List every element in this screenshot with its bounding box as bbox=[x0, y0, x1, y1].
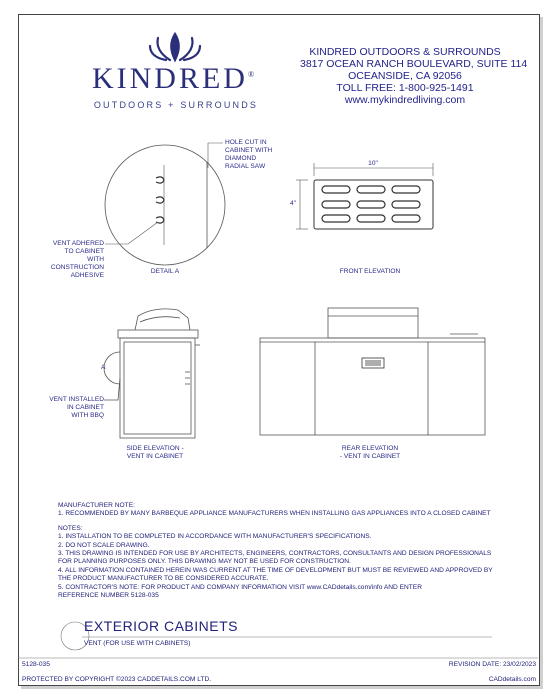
callout-line: CABINET WITH bbox=[225, 147, 273, 154]
callout-line: TO CABINET bbox=[64, 248, 104, 255]
manufacturer-note-item: 1. RECOMMENDED BY MANY BARBEQUE APPLIANCE MANUFACTURERS WHEN INSTALLING GAS APPLIANCES INTO A CLOSED CABINET bbox=[58, 510, 491, 518]
cad-details-brand[interactable]: CADdetails.com bbox=[488, 676, 536, 683]
note-line: THE PRODUCT MANUFACTURER TO BE CONSIDERED ACCURATE. bbox=[58, 575, 269, 583]
side-elevation-caption bbox=[118, 445, 192, 461]
notes-heading: NOTES: bbox=[58, 524, 83, 532]
note-line: 1. INSTALLATION TO BE COMPLETED IN ACCORDANCE WITH MANUFACTURER'S SPECIFICATIONS. bbox=[58, 533, 372, 541]
detail-a-view bbox=[105, 143, 225, 265]
callout-vent-adhered bbox=[40, 240, 104, 280]
callout-line: IN CABINET bbox=[66, 404, 104, 411]
callout-line: VENT INSTALLED bbox=[49, 396, 104, 403]
copyright-notice: PROTECTED BY COPYRIGHT ©2023 CADDETAILS.COM LTD. bbox=[22, 676, 212, 683]
drawing-subtitle: VENT (FOR USE WITH CABINETS) bbox=[84, 640, 191, 647]
drawing-title: EXTERIOR CABINETS bbox=[84, 618, 238, 634]
callout-line: RADIAL SAW bbox=[225, 163, 266, 170]
notes-section bbox=[58, 502, 518, 600]
width-dimension: 10" bbox=[368, 160, 378, 167]
caption-line: VENT IN CABINET bbox=[126, 453, 184, 460]
logo-wordmark bbox=[88, 62, 258, 96]
revision-date: REVISION DATE: 23/02/2023 bbox=[448, 661, 536, 668]
reference-number: 5128-035 bbox=[22, 661, 50, 668]
side-elevation-view bbox=[104, 309, 200, 438]
company-city: OCEANSIDE, CA 92056 bbox=[348, 70, 462, 82]
caption-line: - VENT IN CABINET bbox=[339, 453, 401, 460]
callout-line: VENT ADHERED bbox=[52, 240, 104, 247]
detail-marker: A bbox=[101, 364, 106, 371]
note-line: 5. CONTRACTOR'S NOTE: FOR PRODUCT AND COMPANY INFORMATION VISIT www.CADdetails.com/info AND ENTER bbox=[58, 583, 422, 591]
registered-mark: ® bbox=[247, 70, 255, 79]
rear-elevation-caption bbox=[330, 445, 410, 461]
note-line: 2. DO NOT SCALE DRAWING. bbox=[58, 541, 150, 549]
note-line: 3. THIS DRAWING IS INTENDED FOR USE BY ARCHITECTS, ENGINEERS, CONTRACTORS, CONSULTANTS AND DESIGN PROFESSIONALS bbox=[58, 550, 492, 558]
note-line: FOR PLANNING PURPOSES ONLY. THIS DRAWING MAY NOT BE USED FOR CONSTRUCTION. bbox=[58, 558, 351, 566]
callout-line: CONSTRUCTION bbox=[50, 264, 104, 271]
company-phone: TOLL FREE: 1-800-925-1491 bbox=[336, 82, 474, 94]
caption-line: REAR ELEVATION bbox=[341, 445, 399, 452]
front-elevation-vent bbox=[296, 163, 433, 229]
callout-hole-cut bbox=[225, 139, 272, 171]
callout-vent-installed bbox=[40, 396, 104, 420]
caption-line: SIDE ELEVATION - bbox=[126, 445, 184, 452]
kindred-logo-mark bbox=[150, 34, 200, 60]
rear-elevation-view bbox=[260, 308, 485, 435]
callout-line: ADHESIVE bbox=[70, 272, 104, 279]
company-address: 3817 OCEAN RANCH BOULEVARD, SUITE 114 bbox=[300, 58, 528, 70]
callout-line: DIAMOND bbox=[225, 155, 257, 162]
callout-line: WITH BBQ bbox=[71, 412, 104, 419]
height-dimension: 4" bbox=[290, 200, 297, 207]
callout-line: HOLE CUT IN bbox=[225, 139, 267, 146]
detail-a-caption: DETAIL A bbox=[150, 268, 180, 275]
logo-tagline: OUTDOORS + SURROUNDS bbox=[93, 100, 259, 110]
company-name: KINDRED OUTDOORS & SURROUNDS bbox=[309, 46, 501, 58]
logo-word-text: KINDRED bbox=[91, 62, 248, 95]
note-line: 4. ALL INFORMATION CONTAINED HEREIN WAS CURRENT AT THE TIME OF DEVELOPMENT BUT MUST BE REVIEWED AND APPROVED BY bbox=[58, 566, 493, 574]
note-line: REFERENCE NUMBER 5128-035 bbox=[58, 592, 159, 600]
company-web[interactable]: www.mykindredliving.com bbox=[344, 94, 466, 106]
callout-line: WITH bbox=[87, 256, 104, 263]
company-info bbox=[300, 46, 528, 106]
manufacturer-note-heading: MANUFACTURER NOTE: bbox=[58, 502, 135, 509]
front-elevation-caption: FRONT ELEVATION bbox=[339, 268, 401, 275]
